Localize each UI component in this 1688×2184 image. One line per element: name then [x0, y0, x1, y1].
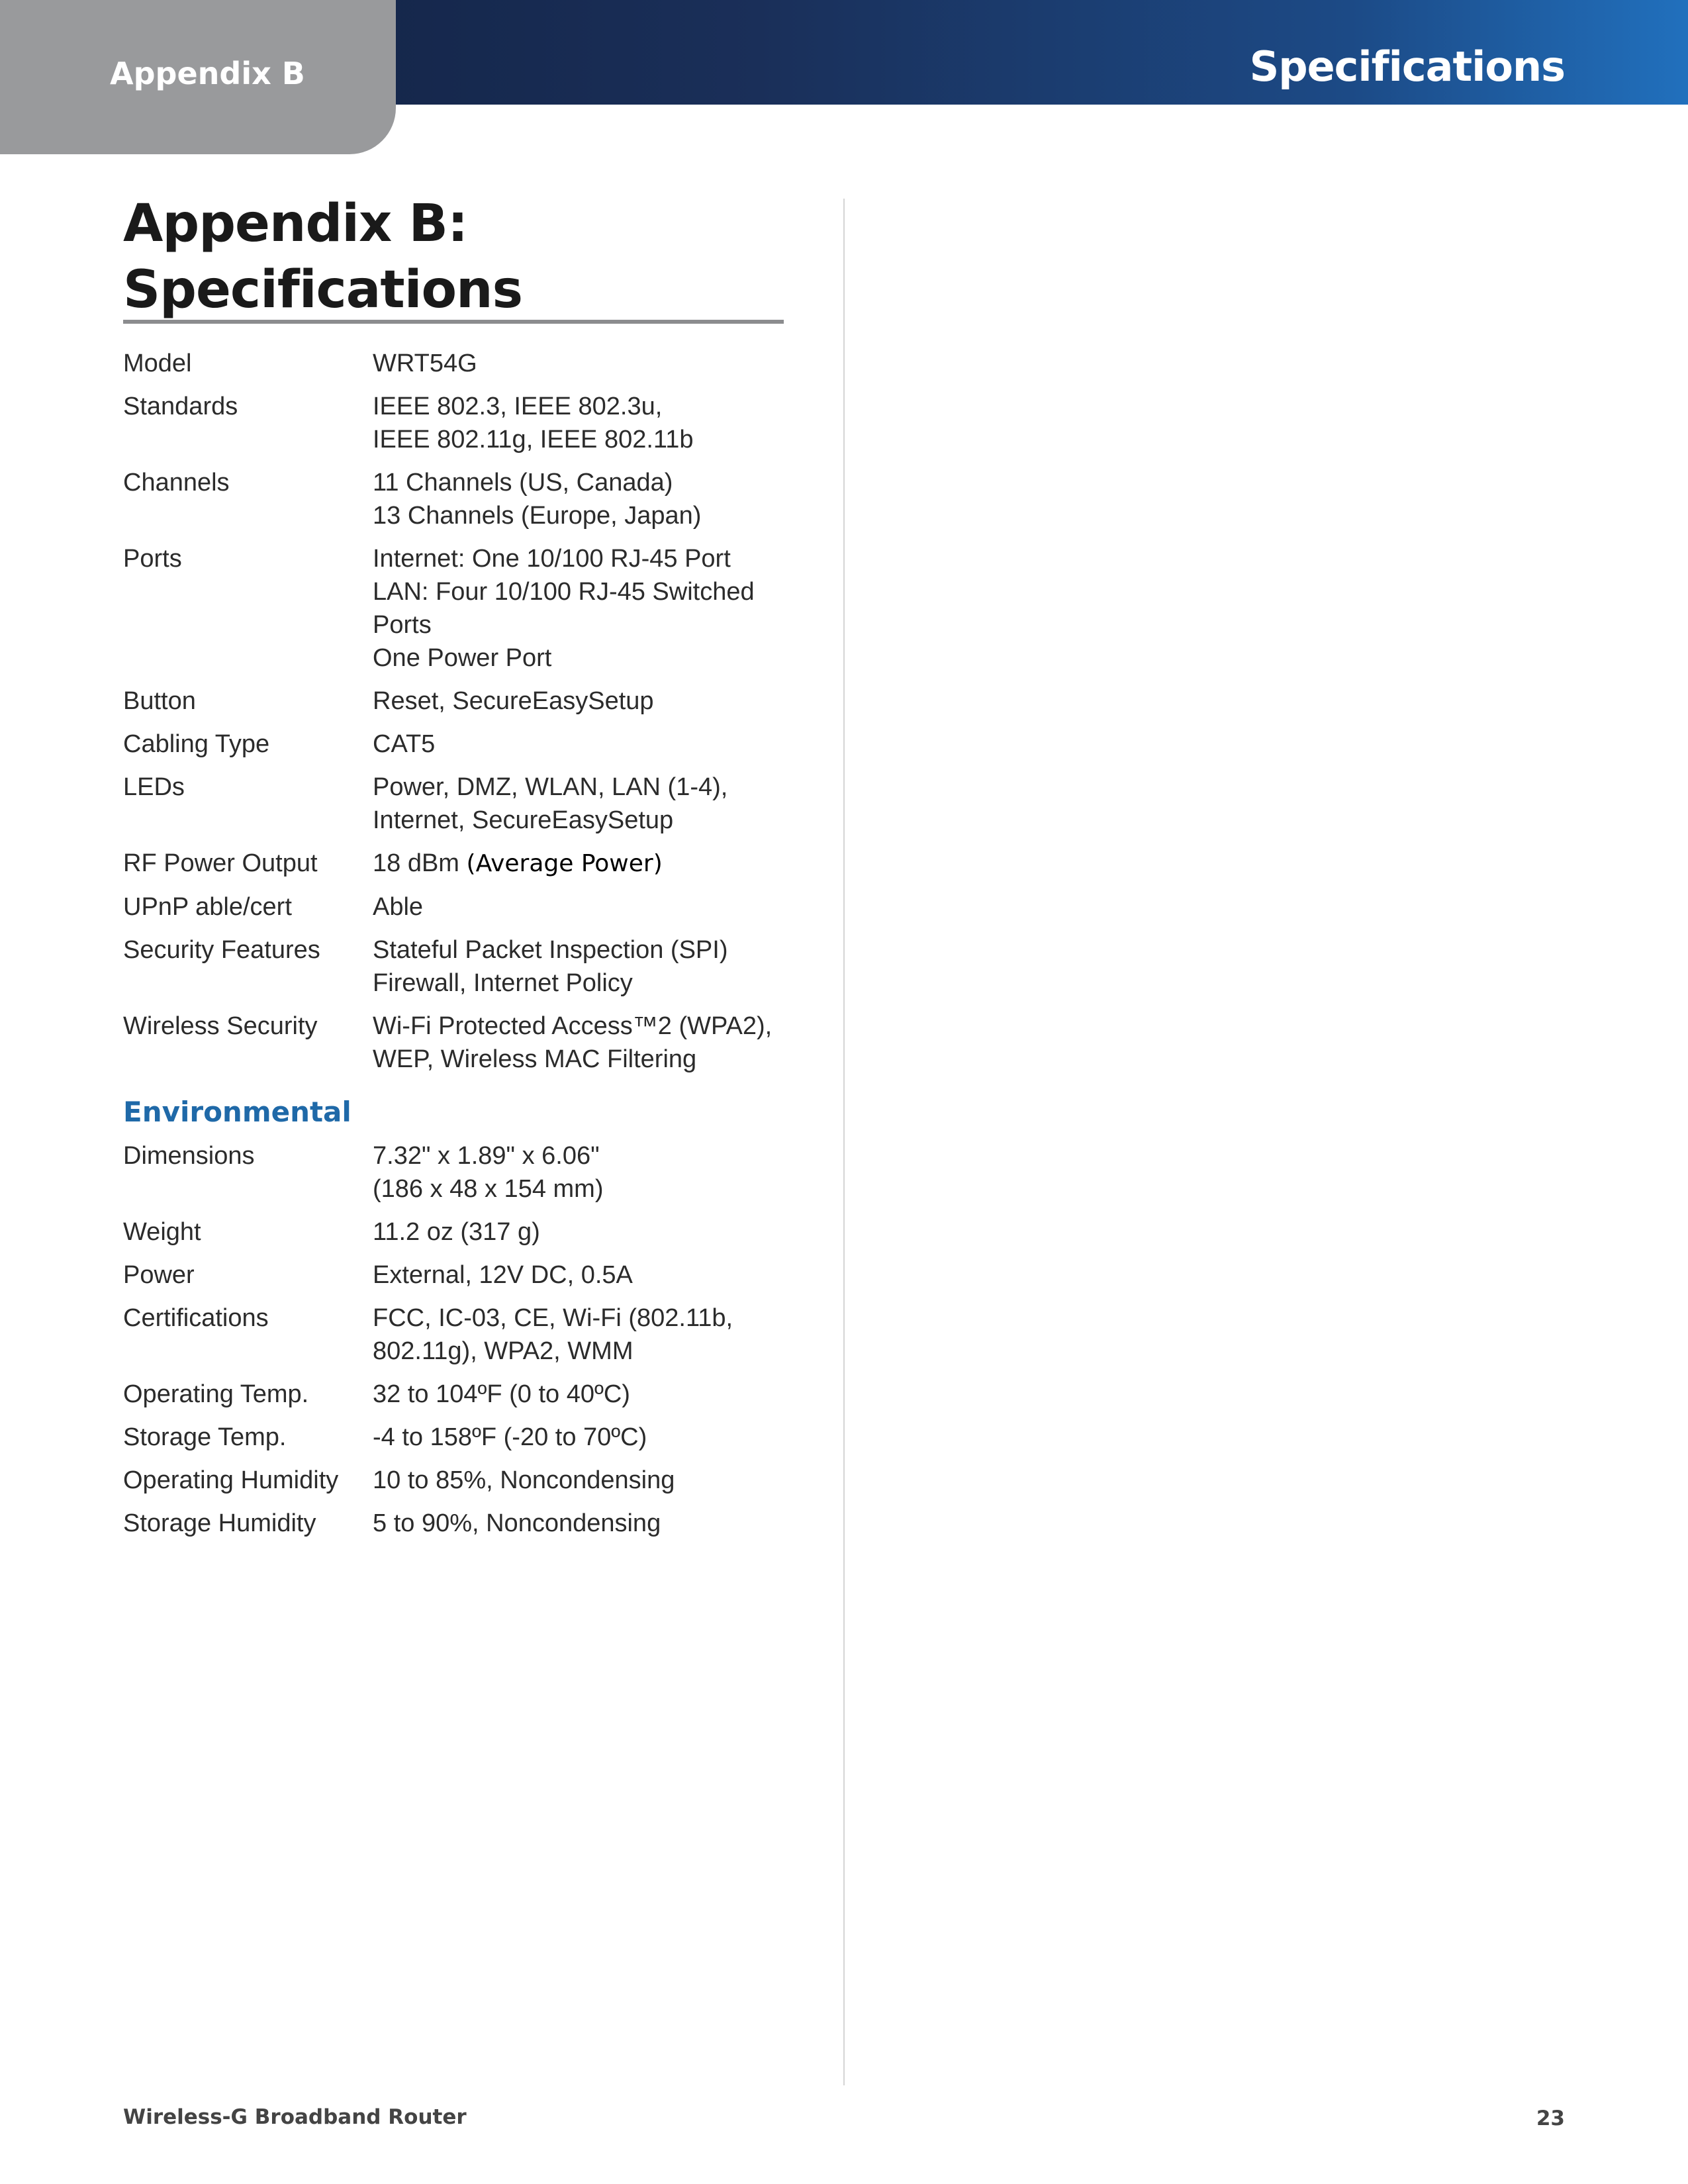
spec-value-line: Firewall, Internet Policy — [373, 969, 633, 997]
spec-value-line: Stateful Packet Inspection (SPI) — [373, 936, 728, 964]
spec-value-line: External, 12V DC, 0.5A — [373, 1261, 633, 1289]
spec-label: Channels — [123, 469, 230, 497]
spec-row-rf-power-output — [123, 847, 785, 880]
spec-value-line: 11 Channels (US, Canada) — [373, 469, 673, 497]
footer-page-number: 23 — [1536, 2107, 1565, 2130]
spec-row-weight — [123, 1215, 785, 1249]
spec-label: Button — [123, 687, 196, 715]
spec-value-line: Wi-Fi Protected Access™2 (WPA2), — [373, 1012, 773, 1040]
page-title — [123, 191, 522, 323]
spec-label: Ports — [123, 545, 182, 573]
spec-value-line: Internet: One 10/100 RJ-45 Port — [373, 545, 731, 573]
footer-product-name: Wireless-G Broadband Router — [123, 2105, 467, 2129]
spec-label: RF Power Output — [123, 849, 318, 877]
specifications-table — [123, 347, 785, 1550]
page-title-line-1: Appendix B: — [123, 194, 468, 254]
spec-row-model — [123, 347, 785, 380]
spec-value — [373, 466, 785, 532]
page-title-line-2: Specifications — [123, 260, 522, 320]
spec-value-line: -4 to 158ºF (-20 to 70ºC) — [373, 1423, 647, 1451]
spec-value-line: 32 to 104ºF (0 to 40ºC) — [373, 1380, 630, 1408]
spec-value-line: Power, DMZ, WLAN, LAN (1-4), — [373, 773, 728, 801]
spec-row-dimensions — [123, 1139, 785, 1206]
spec-value — [373, 1215, 785, 1249]
appendix-tab-label: Appendix B — [110, 56, 305, 91]
spec-label: Operating Humidity — [123, 1466, 339, 1494]
spec-value-line: Internet, SecureEasySetup — [373, 806, 674, 834]
spec-value-line: 802.11g), WPA2, WMM — [373, 1337, 633, 1365]
spec-row-operating-temp — [123, 1378, 785, 1411]
spec-label: Storage Temp. — [123, 1423, 287, 1451]
rf-power-note: (Average Power) — [466, 850, 663, 877]
spec-row-wireless-security — [123, 1010, 785, 1076]
spec-label: Cabling Type — [123, 730, 270, 758]
spec-value-line: FCC, IC-03, CE, Wi-Fi (802.11b, — [373, 1304, 733, 1332]
spec-value — [373, 1378, 785, 1411]
spec-row-operating-humidity — [123, 1464, 785, 1497]
column-divider — [843, 199, 845, 2085]
spec-value — [373, 1421, 785, 1454]
spec-label: Wireless Security — [123, 1012, 318, 1040]
spec-value-line: LAN: Four 10/100 RJ-45 Switched — [373, 578, 755, 606]
spec-value — [373, 890, 785, 924]
spec-value — [373, 1507, 785, 1540]
spec-row-certifications — [123, 1302, 785, 1368]
spec-row-channels — [123, 466, 785, 532]
spec-value — [373, 685, 785, 718]
spec-row-upnp — [123, 890, 785, 924]
section-heading-environmental: Environmental — [123, 1096, 352, 1128]
spec-value — [373, 347, 785, 380]
spec-value-line: CAT5 — [373, 730, 436, 758]
spec-row-storage-humidity — [123, 1507, 785, 1540]
spec-label: Security Features — [123, 936, 320, 964]
spec-value — [373, 847, 785, 880]
spec-value-line: IEEE 802.11g, IEEE 802.11b — [373, 426, 694, 453]
rf-power-value: 18 dBm — [373, 849, 459, 877]
spec-label: Power — [123, 1261, 195, 1289]
spec-label: Weight — [123, 1218, 201, 1246]
header-section-title: Specifications — [1249, 42, 1565, 91]
spec-value-line: WEP, Wireless MAC Filtering — [373, 1045, 697, 1073]
spec-label: LEDs — [123, 773, 185, 801]
spec-value-line: 11.2 oz (317 g) — [373, 1218, 540, 1246]
appendix-tab — [0, 0, 396, 154]
spec-value — [373, 1464, 785, 1497]
spec-value-line: Reset, SecureEasySetup — [373, 687, 654, 715]
spec-label: Operating Temp. — [123, 1380, 309, 1408]
spec-label: Dimensions — [123, 1142, 255, 1170]
spec-row-security-features — [123, 933, 785, 1000]
spec-value-line: IEEE 802.3, IEEE 802.3u, — [373, 393, 663, 420]
spec-value — [373, 1258, 785, 1292]
spec-value-line: 10 to 85%, Noncondensing — [373, 1466, 675, 1494]
spec-row-leds — [123, 771, 785, 837]
spec-value-line: (186 x 48 x 154 mm) — [373, 1175, 604, 1203]
spec-value-line: One Power Port — [373, 644, 552, 672]
spec-row-ports — [123, 542, 785, 675]
spec-value-line: 13 Channels (Europe, Japan) — [373, 502, 702, 530]
spec-label: Certifications — [123, 1304, 269, 1332]
spec-label: Standards — [123, 393, 238, 420]
spec-value — [373, 1139, 785, 1206]
spec-value-line: 5 to 90%, Noncondensing — [373, 1509, 661, 1537]
spec-value — [373, 1302, 785, 1368]
spec-row-standards — [123, 390, 785, 456]
spec-label: Model — [123, 350, 192, 377]
spec-row-storage-temp — [123, 1421, 785, 1454]
spec-value-line: WRT54G — [373, 350, 477, 377]
spec-row-button — [123, 685, 785, 718]
spec-value — [373, 933, 785, 1000]
spec-value — [373, 771, 785, 837]
spec-value — [373, 1010, 785, 1076]
spec-label: Storage Humidity — [123, 1509, 316, 1537]
spec-value — [373, 542, 785, 675]
spec-value-line: 7.32" x 1.89" x 6.06" — [373, 1142, 600, 1170]
spec-row-power — [123, 1258, 785, 1292]
spec-value — [373, 728, 785, 761]
spec-value-line: Able — [373, 893, 424, 921]
title-rule — [123, 320, 784, 324]
spec-row-cabling-type — [123, 728, 785, 761]
spec-value — [373, 390, 785, 456]
spec-label: UPnP able/cert — [123, 893, 292, 921]
spec-value-line: Ports — [373, 611, 432, 639]
